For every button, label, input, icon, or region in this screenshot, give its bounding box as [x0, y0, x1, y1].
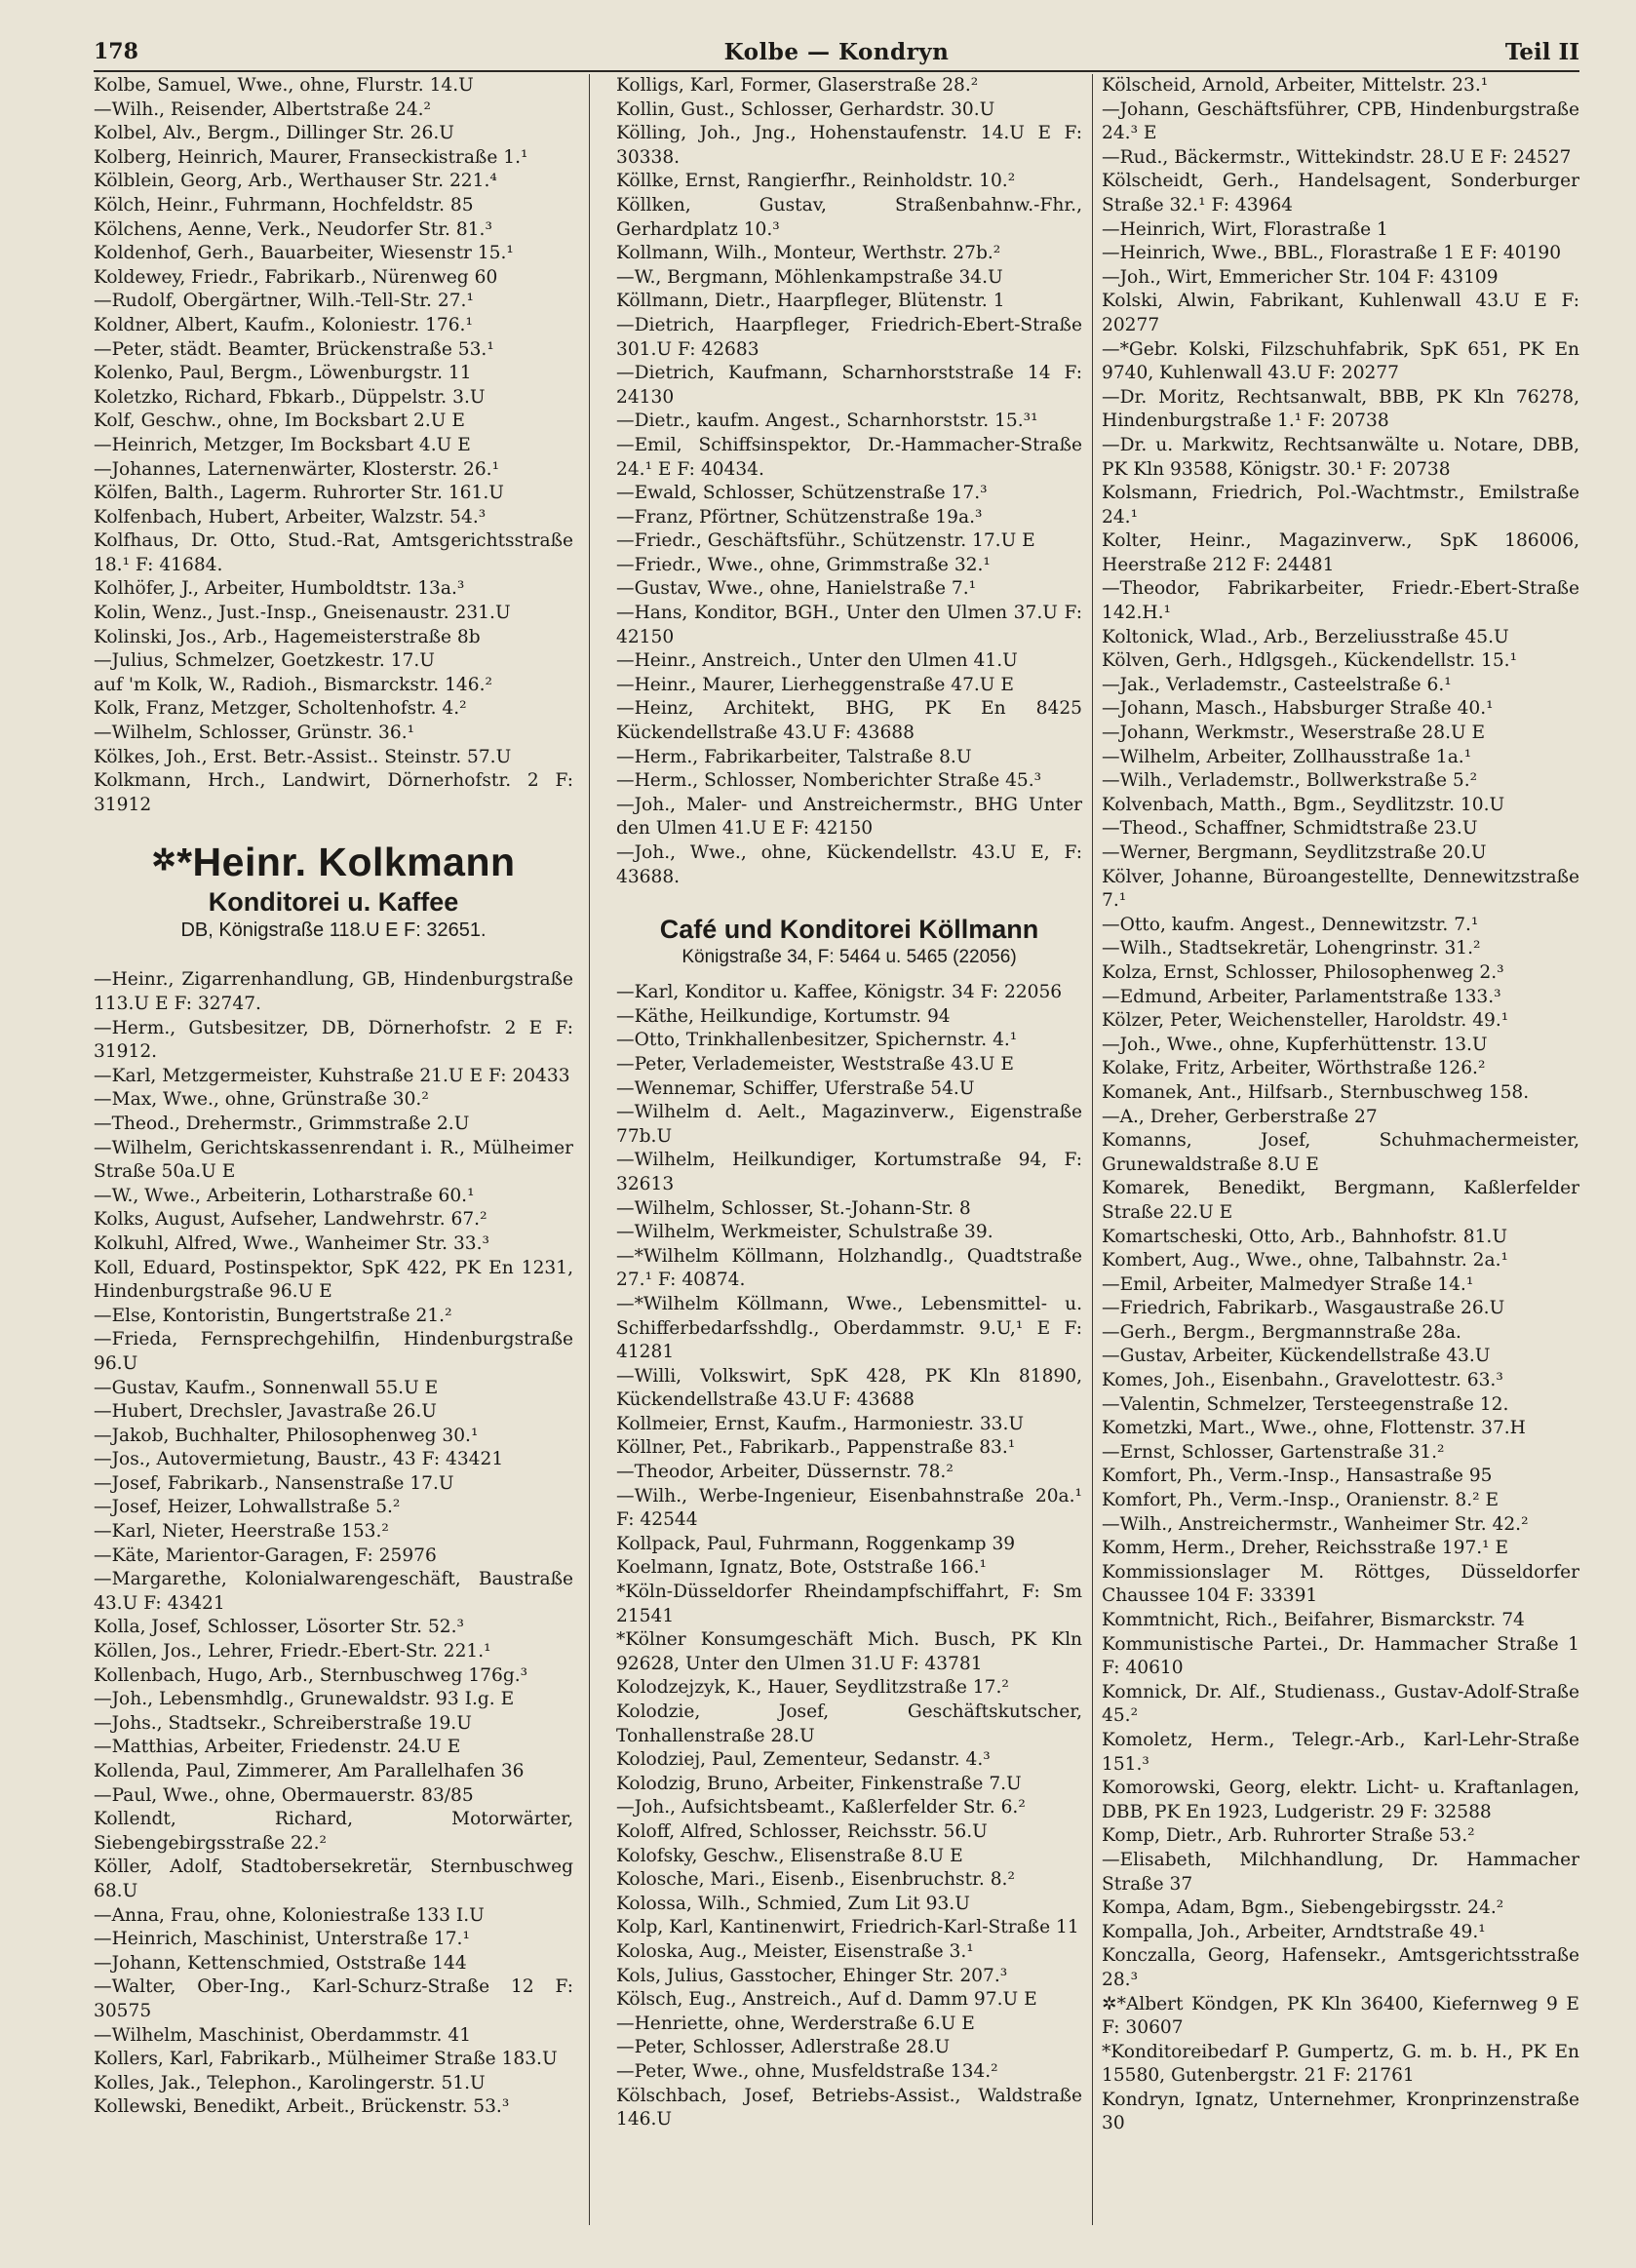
ad-address: Königstraße 34, F: 5464 u. 5465 (22056) — [682, 947, 1017, 968]
directory-entry: Kölzer, Peter, Weichensteller, Haroldstr. 49.¹ — [1102, 1010, 1509, 1032]
directory-entry: —Johann, Kettenschmied, Oststraße 144 — [94, 1952, 467, 1974]
directory-entry: Komanek, Ant., Hilfsarb., Sternbuschweg 158. — [1102, 1081, 1530, 1103]
directory-entry: —Dietr., kaufm. Angest., Scharnhorststr. 15.³¹ — [616, 411, 1038, 432]
directory-entry: —Wilhelm, Schlosser, Grünstr. 36.¹ — [94, 723, 415, 744]
directory-entry: Kolenko, Paul, Bergm., Löwenburgstr. 11 — [94, 363, 472, 384]
directory-entry: —Emil, Schiffsinspektor, Dr.-Hammacher-Straße 24.¹ E F: 40434. — [616, 434, 1082, 480]
directory-entry: Kolodzejzyk, K., Hauer, Seydlitzstraße 17.² — [616, 1677, 1009, 1699]
ad-business-name: *Heinr. Kolkmann — [176, 840, 516, 885]
directory-entry: Komnick, Dr. Alf., Studienass., Gustav-Adolf-Straße 45.² — [1102, 1681, 1579, 1727]
directory-entry: —Willi, Volkswirt, SpK 428, PK Kln 81890, Kückendellstraße 43.U F: 43688 — [616, 1365, 1082, 1411]
directory-entry: —Johann, Werkmstr., Weserstraße 28.U E — [1102, 723, 1486, 744]
directory-entry: Kolkmann, Hrch., Landwirt, Dörnerhofstr. 2 F: 31912 — [94, 770, 573, 815]
directory-entry: —Max, Wwe., ohne, Grünstraße 30.² — [94, 1089, 429, 1111]
directory-entry: Kolles, Jak., Telephon., Karolingerstr. 51.U — [94, 2072, 486, 2093]
directory-entry: Koletzko, Richard, Fbkarb., Düppelstr. 3.U — [94, 386, 486, 408]
directory-entry: —Friedr., Geschäftsführ., Schützenstr. 17.U E — [616, 530, 1035, 552]
directory-entry: —Anna, Frau, ohne, Koloniestraße 133 I.U — [94, 1904, 485, 1926]
directory-entry: Kolp, Karl, Kantinenwirt, Friedrich-Karl-Straße 11 — [616, 1917, 1079, 1938]
directory-entry: Kommissionslager M. Röttges, Düsseldorfer Chaussee 104 F: 33391 — [1102, 1561, 1579, 1607]
directory-entry: —Dietrich, Kaufmann, Scharnhorststraße 14 F: 24130 — [616, 363, 1082, 408]
directory-entry: —Joh., Lebensmhdlg., Grunewaldstr. 93 I.g. E — [94, 1689, 515, 1710]
directory-entry: Kollendt, Richard, Motorwärter, Siebengebirgsstraße 22.² — [94, 1809, 573, 1854]
directory-entry: —Heinrich, Wirt, Florastraße 1 — [1102, 218, 1388, 240]
directory-entry: —Else, Kontoristin, Bungertstraße 21.² — [94, 1305, 452, 1326]
directory-entry: —Heinr., Zigarrenhandlung, GB, Hindenburgstraße 113.U E F: 32747. — [94, 969, 573, 1014]
directory-entry: Köllner, Pet., Fabrikarb., Pappenstraße 83.¹ — [616, 1437, 1016, 1459]
directory-entry: —Friedrich, Fabrikarb., Wasgaustraße 26.U — [1102, 1298, 1505, 1319]
directory-entry: Konczalla, Georg, Hafensekr., Amtsgerichtsstraße 28.³ — [1102, 1945, 1579, 1990]
directory-entry: —W., Bergmann, Möhlenkampstraße 34.U — [616, 266, 1003, 288]
directory-entry: —Käthe, Heilkundige, Kortumstr. 94 — [616, 1005, 951, 1027]
directory-entry: —Heinz, Architekt, BHG, PK En 8425 Kückendellstraße 43.U F: 43688 — [616, 698, 1082, 744]
directory-entry: —Josef, Heizer, Lohwallstraße 5.² — [94, 1497, 401, 1518]
directory-entry: *Köln-Düsseldorfer Rheindampfschiffahrt, F: Sm 21541 — [616, 1582, 1082, 1626]
directory-entry: —Wilhelm, Maschinist, Oberdammstr. 41 — [94, 2024, 472, 2046]
column-divider — [589, 74, 590, 2225]
directory-entry: Komanns, Josef, Schuhmachermeister, Grunewaldstraße 8.U E — [1102, 1130, 1579, 1175]
directory-entry: Kollenbach, Hugo, Arb., Sternbuschweg 176g.³ — [94, 1664, 528, 1686]
directory-entry: —Emil, Arbeiter, Malmedyer Straße 14.¹ — [1102, 1273, 1474, 1295]
directory-entry: —Heinrich, Maschinist, Unterstraße 17.¹ — [94, 1929, 470, 1950]
ad-heading — [94, 837, 573, 886]
directory-entry: Kolinski, Jos., Arb., Hagemeisterstraße 8b — [94, 626, 481, 647]
directory-entry: —Wilhelm, Werkmeister, Schulstraße 39. — [616, 1222, 993, 1243]
page-header — [94, 35, 1579, 72]
column-divider — [1092, 74, 1093, 2225]
directory-entry: —Theod., Schaffner, Schmidtstraße 23.U — [1102, 818, 1478, 840]
directory-entry: —Wilh., Werbe-Ingenieur, Eisenbahnstraße 20a.¹ F: 42544 — [616, 1485, 1082, 1531]
directory-entry: Kölkes, Joh., Erst. Betr.-Assist.. Steinstr. 57.U — [94, 746, 512, 767]
directory-entry: Köller, Adolf, Stadtobersekretär, Sternbuschweg 68.U — [94, 1857, 573, 1901]
directory-entry: —Wennemar, Schiffer, Uferstraße 54.U — [616, 1077, 975, 1099]
directory-entry: —Friedr., Wwe., ohne, Grimmstraße 32.¹ — [616, 554, 991, 575]
directory-entry: Kolodzie, Josef, Geschäftskutscher, Tonhallenstraße 28.U — [616, 1701, 1082, 1746]
directory-entry: —Valentin, Schmelzer, Tersteegenstraße 12. — [1102, 1393, 1509, 1415]
directory-entry: —Dr. u. Markwitz, Rechtsanwälte u. Notare, DBB, PK Kln 93588, Königstr. 30.¹ F: 20738 — [1102, 434, 1579, 480]
directory-entry: —Joh., Wwe., ohne, Kückendellstr. 43.U E, F: 43688. — [616, 842, 1082, 887]
directory-entry: Kolter, Heinr., Magazinverw., SpK 186006, Heerstraße 212 F: 24481 — [1102, 530, 1579, 575]
directory-entry: —Ernst, Schlosser, Gartenstraße 31.² — [1102, 1441, 1445, 1463]
directory-entry: Kölven, Gerh., Hdlgsgeh., Kückendellstr. 15.¹ — [1102, 650, 1518, 672]
directory-entry: —Wilh., Anstreichermstr., Wanheimer Str. 42.² — [1102, 1513, 1529, 1535]
directory-entry: —Herm., Schlosser, Nomberichter Straße 45.³ — [616, 770, 1042, 792]
directory-entry: —Otto, kaufm. Angest., Dennewitzstr. 7.¹ — [1102, 914, 1479, 935]
directory-entry: —Gerh., Bergm., Bergmannstraße 28a. — [1102, 1321, 1461, 1343]
directory-entry: Kollmann, Wilh., Monteur, Werthstr. 27b.² — [616, 243, 1001, 264]
directory-entry: —Wilhelm, Gerichtskassenrendant i. R., Mülheimer Straße 50a.U E — [94, 1137, 573, 1183]
directory-entry: Koltonick, Wlad., Arb., Berzeliusstraße 45.U — [1102, 626, 1509, 647]
directory-entry: —Frieda, Fernsprechgehilfin, Hindenburgstraße 96.U — [94, 1329, 573, 1374]
directory-entry: Kolla, Josef, Schlosser, Lösorter Str. 52.³ — [94, 1617, 464, 1638]
directory-entry: Kölschbach, Josef, Betriebs-Assist., Waldstraße 146.U — [616, 2085, 1082, 2131]
directory-entry: Kometzki, Mart., Wwe., ohne, Flottenstr. 37.H — [1102, 1418, 1526, 1439]
directory-entry: Koelmann, Ignatz, Bote, Oststraße 166.¹ — [616, 1557, 988, 1579]
directory-entry: —Wilhelm, Schlosser, St.-Johann-Str. 8 — [616, 1197, 971, 1219]
directory-entry: —Peter, Verlademeister, Weststraße 43.U E — [616, 1053, 1014, 1075]
directory-entry: —Johann, Masch., Habsburger Straße 40.¹ — [1102, 698, 1494, 720]
directory-entry: —*Gebr. Kolski, Filzschuhfabrik, SpK 651, PK En 9740, Kuhlenwall 43.U F: 20277 — [1102, 338, 1579, 384]
directory-entry: ✲*Albert Köndgen, PK Kln 36400, Kiefernweg 9 E F: 30607 — [1102, 1993, 1579, 2039]
directory-entry: Kolodziej, Paul, Zementeur, Sedanstr. 4.³ — [616, 1749, 991, 1771]
directory-entry: —Rudolf, Obergärtner, Wilh.-Tell-Str. 27.¹ — [94, 291, 474, 312]
directory-entry: —Wilh., Verlademstr., Bollwerkstraße 5.² — [1102, 770, 1478, 792]
directory-entry: Kölchens, Aenne, Verk., Neudorfer Str. 81.³ — [94, 218, 492, 240]
directory-entry: Kompalla, Joh., Arbeiter, Arndtstraße 49.¹ — [1102, 1921, 1486, 1942]
directory-entry: —Josef, Fabrikarb., Nansenstraße 17.U — [94, 1472, 454, 1494]
directory-entry: Kombert, Aug., Wwe., ohne, Talbahnstr. 2a.¹ — [1102, 1250, 1508, 1271]
directory-entry: Kommunistische Partei., Dr. Hammacher Straße 1 F: 40610 — [1102, 1633, 1579, 1679]
directory-entry: Komorowski, Georg, elektr. Licht- u. Kraftanlagen, DBB, PK En 1923, Ludgeristr. 29 F: 32588 — [1102, 1778, 1579, 1822]
directory-entry: —Edmund, Arbeiter, Parlamentstraße 133.³ — [1102, 986, 1501, 1007]
directory-entry: Komp, Dietr., Arb. Ruhrorter Straße 53.² — [1102, 1825, 1475, 1847]
directory-entry: Koll, Eduard, Postinspektor, SpK 422, PK En 1231, Hindenburgstraße 96.U E — [94, 1257, 573, 1303]
column-2 — [616, 74, 1082, 2229]
directory-entry: —Heinr., Maurer, Lierheggenstraße 47.U E — [616, 674, 1014, 695]
directory-entry: —Joh., Wirt, Emmericher Str. 104 F: 43109 — [1102, 266, 1499, 288]
directory-entry: Kondryn, Ignatz, Unternehmer, Kronprinzenstraße 30 — [1102, 2089, 1579, 2134]
directory-entry: Komes, Joh., Eisenbahn., Gravelottestr. 63.³ — [1102, 1370, 1503, 1391]
directory-entry: Kollenda, Paul, Zimmerer, Am Parallelhafen 36 — [94, 1761, 525, 1781]
directory-entry: —Wilhelm, Heilkundiger, Kortumstraße 94, F: 32613 — [616, 1150, 1082, 1194]
directory-entry: —Heinr., Anstreich., Unter den Ulmen 41.U — [616, 650, 1018, 672]
directory-entry: —Johann, Geschäftsführer, CPB, Hindenburgstraße 24.³ E — [1102, 98, 1579, 144]
directory-entry: —W., Wwe., Arbeiterin, Lotharstraße 60.¹ — [94, 1185, 475, 1206]
directory-entry: —Karl, Nieter, Heerstraße 153.² — [94, 1521, 389, 1543]
directory-entry: —Otto, Trinkhallenbesitzer, Spichernstr. 4.¹ — [616, 1030, 1018, 1051]
directory-entry: Kolhöfer, J., Arbeiter, Humboldtstr. 13a.³ — [94, 578, 465, 600]
directory-entry: auf 'm Kolk, W., Radioh., Bismarckstr. 146.² — [94, 674, 492, 695]
directory-entry: —Joh., Aufsichtsbeamt., Kaßlerfelder Str. 6.² — [616, 1797, 1026, 1818]
directory-entry: Koldenhof, Gerh., Bauarbeiter, Wiesenstr 15.¹ — [94, 243, 514, 264]
directory-entry: —Peter, städt. Beamter, Brückenstraße 53.¹ — [94, 338, 494, 360]
directory-entry: Kolfhaus, Dr. Otto, Stud.-Rat, Amtsgerichtsstraße 18.¹ F: 41684. — [94, 530, 573, 575]
directory-entry: Komfort, Ph., Verm.-Insp., Hansastraße 95 — [1102, 1466, 1493, 1487]
directory-entry: —Walter, Ober-Ing., Karl-Schurz-Straße 12 F: 30575 — [94, 1976, 573, 2021]
directory-entry: —Joh., Maler- und Anstreichermstr., BHG Unter den Ulmen 41.U E F: 42150 — [616, 794, 1082, 840]
koellmann-advertisement — [616, 913, 1082, 969]
directory-entry: —Peter, Wwe., ohne, Musfeldstraße 134.² — [616, 2060, 998, 2082]
directory-entry: Kölscheidt, Gerh., Handelsagent, Sonderburger Straße 32.¹ F: 43964 — [1102, 171, 1579, 215]
directory-entry: Kölsch, Eug., Anstreich., Auf d. Damm 97.U E — [616, 1989, 1037, 2011]
directory-entry: Kolsmann, Friedrich, Pol.-Wachtmstr., Emilstraße 24.¹ — [1102, 483, 1579, 528]
directory-entry: —Karl, Metzgermeister, Kuhstraße 21.U E F: 20433 — [94, 1065, 570, 1086]
directory-entry: —Hans, Konditor, BGH., Unter den Ulmen 37.U F: 42150 — [616, 603, 1082, 647]
directory-entry: —Peter, Schlosser, Adlerstraße 28.U — [616, 2037, 951, 2058]
page-number: 178 — [94, 39, 138, 64]
directory-entry: —*Wilhelm Köllmann, Holzhandlg., Quadtstraße 27.¹ F: 40874. — [616, 1245, 1082, 1291]
directory-entry: Komfort, Ph., Verm.-Insp., Oranienstr. 8.² E — [1102, 1490, 1500, 1511]
directory-entry: —Gustav, Wwe., ohne, Hanielstraße 7.¹ — [616, 578, 977, 600]
directory-entry: Kollpack, Paul, Fuhrmann, Roggenkamp 39 — [616, 1533, 1016, 1554]
directory-entry: Köllken, Gustav, Straßenbahnw.-Fhr., Gerhardplatz 10.³ — [616, 194, 1082, 240]
ad-address: DB, Königstraße 118.U E F: 32651. — [180, 919, 487, 942]
directory-entry: Kolossa, Wilh., Schmied, Zum Lit 93.U — [616, 1893, 970, 1914]
directory-entry: Kolvenbach, Matth., Bgm., Seydlitzstr. 10.U — [1102, 794, 1505, 815]
directory-entry: —Gustav, Kaufm., Sonnenwall 55.U E — [94, 1377, 439, 1398]
directory-entry: Kölling, Joh., Jng., Hohenstaufenstr. 14.U E F: 30338. — [616, 123, 1082, 168]
directory-entry: —A., Dreher, Gerberstraße 27 — [1102, 1106, 1378, 1127]
directory-entry: —*Wilhelm Köllmann, Wwe., Lebensmittel- u. Schifferbedarfsshdlg., Oberdammstr. 9.U,¹ E F: 41281 — [616, 1293, 1082, 1363]
directory-entry: Kolosche, Mari., Eisenb., Eisenbruchstr. 8.² — [616, 1869, 1015, 1891]
flower-mark-icon: ✲ — [151, 844, 177, 878]
directory-entry: Kolofsky, Geschw., Elisenstraße 8.U E — [616, 1845, 963, 1866]
directory-entry: Komm, Herm., Dreher, Reichsstraße 197.¹ E — [1102, 1538, 1509, 1559]
directory-entry: —Theod., Drehermstr., Grimmstraße 2.U — [94, 1113, 470, 1134]
directory-entry: —Theodor, Fabrikarbeiter, Friedr.-Ebert-Straße 142.H.¹ — [1102, 578, 1579, 624]
directory-entry: Kolf, Geschw., ohne, Im Bocksbart 2.U E — [94, 411, 465, 432]
directory-entry: —Karl, Konditor u. Kaffee, Königstr. 34 F: 22056 — [616, 982, 1063, 1003]
directory-entry: —Jak., Verlademstr., Casteelstraße 6.¹ — [1102, 674, 1452, 695]
directory-entry: Kols, Julius, Gasstocher, Ehinger Str. 207.³ — [616, 1965, 1008, 1986]
directory-entry: Koldewey, Friedr., Fabrikarb., Nürenweg 60 — [94, 266, 498, 288]
directory-entry: —Elisabeth, Milchhandlung, Dr. Hammacher Straße 37 — [1102, 1849, 1579, 1895]
directory-entry: —Herm., Fabrikarbeiter, Talstraße 8.U — [616, 746, 972, 767]
directory-entry: —Werner, Bergmann, Seydlitzstraße 20.U — [1102, 842, 1487, 863]
directory-entry: —Matthias, Arbeiter, Friedenstr. 24.U E — [94, 1737, 461, 1758]
directory-entry: —Margarethe, Kolonialwarengeschäft, Baustraße 43.U F: 43421 — [94, 1569, 573, 1614]
directory-entry: —Jakob, Buchhalter, Philosophenweg 30.¹ — [94, 1425, 479, 1446]
directory-entry: —Ewald, Schlosser, Schützenstraße 17.³ — [616, 483, 988, 504]
directory-entry: Kolin, Wenz., Just.-Insp., Gneisenaustr. 231.U — [94, 603, 511, 624]
directory-entry: Kolligs, Karl, Former, Glaserstraße 28.² — [616, 75, 979, 96]
directory-entry: —Johannes, Laternenwärter, Klosterstr. 26.¹ — [94, 458, 500, 480]
directory-entry: —Heinrich, Wwe., BBL., Florastraße 1 E F: 40190 — [1102, 243, 1562, 264]
directory-entry: Kölver, Johanne, Büroangestellte, Dennewitzstraße 7.¹ — [1102, 866, 1579, 912]
directory-entry: —Wilh., Stadtsekretär, Lohengrinstr. 31.² — [1102, 938, 1481, 959]
kolkmann-advertisement — [94, 837, 573, 943]
directory-entry: Kolski, Alwin, Fabrikant, Kuhlenwall 43.U E F: 20277 — [1102, 291, 1579, 335]
directory-entry: *Kölner Konsumgeschäft Mich. Busch, PK Kln 92628, Unter den Ulmen 31.U F: 43781 — [616, 1629, 1082, 1674]
directory-entry: —Julius, Schmelzer, Goetzkestr. 17.U — [94, 650, 435, 672]
directory-entry: —Franz, Pförtner, Schützenstraße 19a.³ — [616, 506, 983, 528]
part-label: Teil II — [1504, 39, 1579, 65]
column-3 — [1102, 74, 1579, 2229]
directory-entry: Kölblein, Georg, Arb., Werthauser Str. 221.⁴ — [94, 171, 497, 192]
directory-entry: —Joh., Wwe., ohne, Kupferhüttenstr. 13.U — [1102, 1034, 1488, 1055]
directory-entry: Kolk, Franz, Metzger, Scholtenhofstr. 4.² — [94, 698, 467, 720]
directory-entry: Komartscheski, Otto, Arb., Bahnhofstr. 81.U — [1102, 1226, 1507, 1247]
ad-subtitle: Konditorei u. Kaffee — [208, 887, 459, 918]
directory-entry: Kommtnicht, Rich., Beifahrer, Bismarckstr. 74 — [1102, 1610, 1525, 1630]
column-1 — [94, 74, 573, 2229]
directory-entry: —Henriette, ohne, Werderstraße 6.U E — [616, 2013, 975, 2034]
directory-entry: Kolake, Fritz, Arbeiter, Wörthstraße 126.² — [1102, 1058, 1486, 1079]
directory-entry: Kolodzig, Bruno, Arbeiter, Finkenstraße 7.U — [616, 1773, 1022, 1794]
directory-entry: Komoletz, Herm., Telegr.-Arb., Karl-Lehr-Straße 151.³ — [1102, 1729, 1579, 1775]
directory-entry: Kolfenbach, Hubert, Arbeiter, Walzstr. 54.³ — [94, 506, 487, 528]
page-title: Kolbe — Kondryn — [723, 39, 950, 65]
directory-entry: —Wilh., Reisender, Albertstraße 24.² — [94, 98, 432, 120]
directory-entry: —Wilhelm d. Aelt., Magazinverw., Eigenstraße 77b.U — [616, 1102, 1082, 1147]
directory-entry: Kollmeier, Ernst, Kaufm., Harmoniestr. 33.U — [616, 1413, 1025, 1434]
directory-entry: Köllke, Ernst, Rangierfhr., Reinholdstr. 10.² — [616, 171, 1016, 192]
directory-entry: Koloska, Aug., Meister, Eisenstraße 3.¹ — [616, 1940, 974, 1962]
directory-entry: —Jos., Autovermietung, Baustr., 43 F: 43421 — [94, 1449, 504, 1470]
directory-entry: Kolberg, Heinrich, Maurer, Franseckistraße 1.¹ — [94, 146, 528, 168]
directory-entry: —Wilhelm, Arbeiter, Zollhausstraße 1a.¹ — [1102, 746, 1472, 767]
directory-entry: Koloff, Alfred, Schlosser, Reichsstr. 56.U — [616, 1820, 988, 1842]
directory-entry: Kölfen, Balth., Lagerm. Ruhrorter Str. 161.U — [94, 483, 504, 504]
ad-business-name: Café und Konditorei Köllmann — [659, 915, 1039, 945]
directory-entry: —Hubert, Drechsler, Javastraße 26.U — [94, 1401, 437, 1423]
directory-entry: Kollewski, Benedikt, Arbeit., Brückenstr. 53.³ — [94, 2096, 510, 2118]
directory-entry: Komarek, Benedikt, Bergmann, Kaßlerfelder Straße 22.U E — [1102, 1178, 1579, 1223]
directory-entry: —Herm., Gutsbesitzer, DB, Dörnerhofstr. 2 E F: 31912. — [94, 1017, 573, 1063]
directory-entry: Köllmann, Dietr., Haarpfleger, Blütenstr. 1 — [616, 291, 1005, 312]
directory-entry: Kolbel, Alv., Bergm., Dillinger Str. 26.U — [94, 123, 454, 144]
directory-entry: —Dr. Moritz, Rechtsanwalt, BBB, PK Kln 76278, Hindenburgstraße 1.¹ F: 20738 — [1102, 386, 1579, 432]
directory-entry: Kollin, Gust., Schlosser, Gerhardstr. 30.U — [616, 98, 995, 120]
directory-entry: *Konditoreibedarf P. Gumpertz, G. m. b. H., PK En 15580, Gutenbergstr. 21 F: 21761 — [1102, 2041, 1579, 2087]
directory-entry: Köllen, Jos., Lehrer, Friedr.-Ebert-Str. 221.¹ — [94, 1641, 491, 1662]
directory-entry: Koldner, Albert, Kaufm., Koloniestr. 176.¹ — [94, 314, 473, 335]
directory-entry: —Heinrich, Metzger, Im Bocksbart 4.U E — [94, 434, 471, 455]
directory-entry: Kölch, Heinr., Fuhrmann, Hochfeldstr. 85 — [94, 194, 474, 215]
directory-entry: Kolza, Ernst, Schlosser, Philosophenweg 2.³ — [1102, 961, 1504, 983]
directory-entry: Kolkuhl, Alfred, Wwe., Wanheimer Str. 33.³ — [94, 1232, 489, 1254]
directory-entry: Kompa, Adam, Bgm., Siebengebirgsstr. 24.² — [1102, 1897, 1504, 1919]
directory-entry: —Theodor, Arbeiter, Düssernstr. 78.² — [616, 1462, 954, 1483]
directory-entry: —Paul, Wwe., ohne, Obermauerstr. 83/85 — [94, 1784, 474, 1806]
directory-entry: —Käte, Marientor-Garagen, F: 25976 — [94, 1545, 437, 1566]
directory-entry: —Gustav, Arbeiter, Kückendellstraße 43.U — [1102, 1346, 1491, 1367]
directory-entry: Kolks, August, Aufseher, Landwehrstr. 67.² — [94, 1209, 487, 1231]
directory-entry: —Johs., Stadtsekr., Schreiberstraße 19.U — [94, 1712, 472, 1734]
directory-entry: —Rud., Bäckermstr., Wittekindstr. 28.U E F: 24527 — [1102, 146, 1572, 168]
directory-entry: —Dietrich, Haarpfleger, Friedrich-Ebert-Straße 301.U F: 42683 — [616, 314, 1082, 360]
directory-entry: Kölscheid, Arnold, Arbeiter, Mittelstr. 23.¹ — [1102, 75, 1489, 96]
directory-entry: Kolbe, Samuel, Wwe., ohne, Flurstr. 14.U — [94, 75, 474, 96]
directory-entry: Kollers, Karl, Fabrikarb., Mülheimer Straße 183.U — [94, 2049, 558, 2070]
